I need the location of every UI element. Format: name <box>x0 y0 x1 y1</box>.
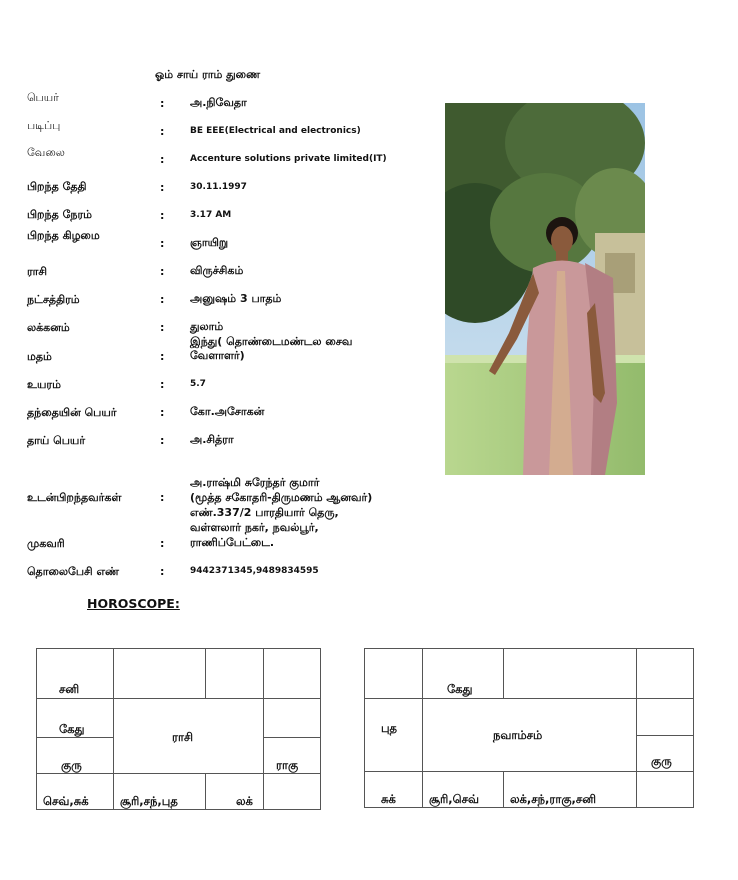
value-birth-day: ஞாயிறு <box>190 236 229 249</box>
value-religion-line1: இந்து( தொண்டைமண்டல சைவ <box>190 335 353 348</box>
value-address-line2: வள்ளலார் நகர், நவல்பூர், <box>190 521 319 534</box>
value-education: BE EEE(Electrical and electronics) <box>190 126 361 136</box>
label-rasi: ராசி <box>27 265 48 278</box>
label-religion: மதம் <box>27 350 52 363</box>
rasi-cell-top-4 <box>263 648 321 699</box>
colon: : <box>160 125 165 138</box>
navamsam-planet-label: சுக் <box>381 792 396 806</box>
label-lagnam: லக்கனம் <box>27 321 70 334</box>
navamsam-chart <box>364 648 694 808</box>
colon: : <box>160 321 165 334</box>
horoscope-title: HOROSCOPE: <box>87 596 180 611</box>
value-father-name: கோ.அசோகன் <box>190 405 265 418</box>
rasi-cell-left-upper <box>36 698 114 738</box>
navamsam-cell-top-2 <box>422 648 504 699</box>
colon: : <box>160 537 165 550</box>
rasi-cell-bottom-4 <box>263 773 321 810</box>
navamsam-cell-right-upper <box>636 698 694 736</box>
label-phone: தொலைபேசி எண் <box>27 565 120 578</box>
label-birth-date: பிறந்த தேதி <box>27 180 87 193</box>
colon: : <box>160 181 165 194</box>
rasi-cell-top-3 <box>205 648 264 699</box>
colon: : <box>160 350 165 363</box>
colon: : <box>160 565 165 578</box>
navamsam-cell-bottom-1 <box>364 771 423 808</box>
label-birth-day: பிறந்த கிழமை <box>27 229 100 242</box>
colon: : <box>160 209 165 222</box>
label-mother-name: தாய் பெயர் <box>27 434 86 447</box>
navamsam-planet-label: குரு <box>651 754 672 768</box>
colon: : <box>160 293 165 306</box>
rasi-planet-label: சூரி,சந்,புத <box>120 794 178 808</box>
rasi-cell-bottom-3 <box>205 773 264 810</box>
value-siblings-line2: (மூத்த சகோதரி-திருமணம் ஆனவர்) <box>190 491 373 504</box>
navamsam-cell-left-upper <box>364 698 423 772</box>
colon: : <box>160 237 165 250</box>
value-birth-time: 3.17 AM <box>190 210 232 220</box>
label-education: படிப்பு <box>27 119 61 132</box>
rasi-cell-bottom-2 <box>113 773 206 810</box>
value-lagnam: துலாம் <box>190 320 224 333</box>
rasi-planet-label: கேது <box>59 722 85 736</box>
navamsam-planet-label: புத <box>381 721 398 735</box>
value-occupation: Accenture solutions private limited(IT) <box>190 154 387 164</box>
navamsam-cell-top-3 <box>503 648 637 699</box>
rasi-cell-center <box>113 698 264 774</box>
label-height: உயரம் <box>27 378 61 391</box>
label-address: முகவரி <box>27 537 65 550</box>
value-siblings-line1: அ.ராஷ்மி சுரேந்தர் குமார் <box>190 476 320 489</box>
navamsam-planet-label: கேது <box>447 682 473 696</box>
navamsam-cell-bottom-2 <box>422 771 504 808</box>
document-header: ஓம் சாய் ராம் துணை <box>155 68 261 81</box>
label-occupation: வேலை <box>27 146 65 159</box>
label-birth-time: பிறந்த நேரம் <box>27 208 92 221</box>
navamsam-cell-top-4 <box>636 648 694 699</box>
value-birth-date: 30.11.1997 <box>190 182 247 192</box>
value-address-line1: எண்.337/2 பாரதியார் தெரு, <box>190 506 339 519</box>
colon: : <box>160 434 165 447</box>
navamsam-planet-label: சூரி,செவ் <box>429 792 479 806</box>
label-star: நட்சத்திரம் <box>27 293 80 306</box>
rasi-cell-bottom-1 <box>36 773 114 810</box>
rasi-cell-right-upper <box>263 698 321 738</box>
rasi-planet-label: லக் <box>236 794 253 808</box>
value-phone: 9442371345,9489834595 <box>190 566 319 576</box>
colon: : <box>160 491 165 504</box>
value-address-line3: ராணிப்பேட்டை. <box>190 536 275 549</box>
navamsam-cell-bottom-4 <box>636 771 694 808</box>
rasi-cell-right-lower <box>263 737 321 774</box>
rasi-cell-left-lower <box>36 737 114 774</box>
navamsam-cell-right-lower <box>636 735 694 772</box>
value-name: அ.நிவேதா <box>190 96 247 109</box>
profile-photo <box>445 103 645 475</box>
value-mother-name: அ.சித்ரா <box>190 433 234 446</box>
navamsam-cell-bottom-3 <box>503 771 637 808</box>
rasi-cell-top-2 <box>113 648 206 699</box>
value-height: 5.7 <box>190 379 206 389</box>
rasi-planet-label: குரு <box>61 758 82 772</box>
rasi-center-label: ராசி <box>172 730 193 744</box>
rasi-cell-top-1 <box>36 648 114 699</box>
value-rasi: விருச்சிகம் <box>190 264 244 277</box>
colon: : <box>160 378 165 391</box>
label-siblings: உடன்பிறந்தவர்கள் <box>27 491 122 504</box>
value-star: அனுஷம் 3 பாதம் <box>190 292 282 305</box>
label-name: பெயர் <box>27 91 59 104</box>
colon: : <box>160 265 165 278</box>
label-father-name: தந்தையின் பெயர் <box>27 406 117 419</box>
colon: : <box>160 153 165 166</box>
rasi-planet-label: சனி <box>59 682 80 696</box>
navamsam-cell-top-1 <box>364 648 423 699</box>
colon: : <box>160 406 165 419</box>
navamsam-planet-label: லக்,சந்,ராகு,சனி <box>510 792 596 806</box>
value-religion-line2: வேளாளர்) <box>190 349 245 362</box>
navamsam-center-label: நவாம்சம் <box>493 728 543 742</box>
rasi-planet-label: ராகு <box>276 758 299 772</box>
rasi-planet-label: செவ்,சுக் <box>43 794 89 808</box>
rasi-chart <box>36 648 321 810</box>
navamsam-cell-center <box>422 698 637 772</box>
colon: : <box>160 97 165 110</box>
